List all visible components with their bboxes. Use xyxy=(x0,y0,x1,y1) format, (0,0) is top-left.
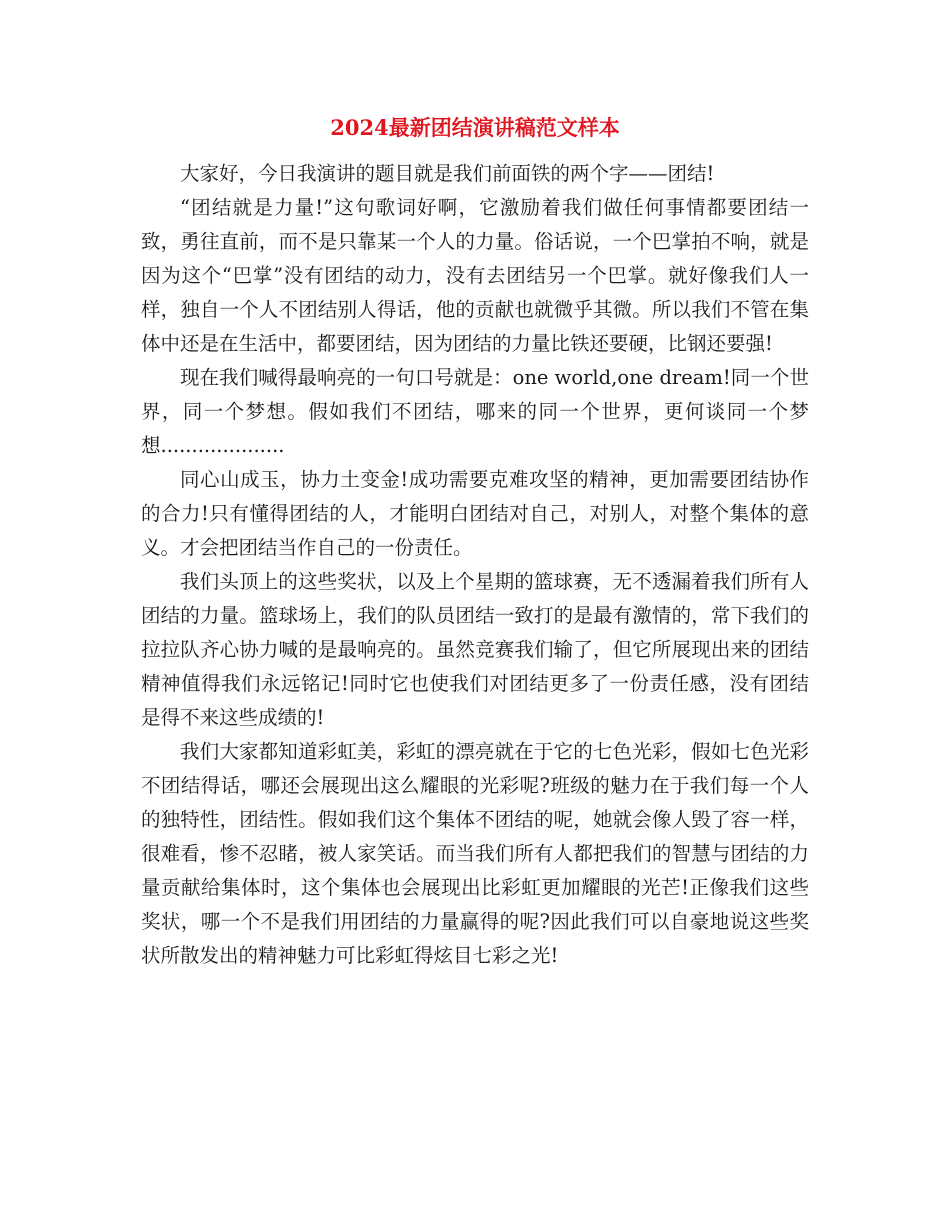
paragraph-3: 现在我们喊得最响亮的一句口号就是：one world,one dream!同一个世界，同一个梦想。假如我们不团结，哪来的同一个世界，更何谈同一个梦想.................... xyxy=(141,366,809,457)
paragraph-5: 我们头顶上的这些奖状，以及上个星期的篮球赛，无不透漏着我们所有人团结的力量。篮球场上，我们的队员团结一致打的是最有激情的，常下我们的拉拉队齐心协力喊的是最响亮的。虽然竞赛我们输了，但它所展现出来的团结精神值得我们永远铭记!同时它也使我们对团结更多了一份责任感，没有团结是得不来这些成绩的! xyxy=(141,570,809,729)
paragraph-4: 同心山成玉，协力土变金!成功需要克难攻坚的精神，更加需要团结协作的合力!只有懂得团结的人，才能明白团结对自己，对别人，对整个集体的意义。才会把团结当作自己的一份责任。 xyxy=(141,468,809,559)
paragraph-6: 我们大家都知道彩虹美，彩虹的漂亮就在于它的七色光彩，假如七色光彩不团结得话，哪还会展现出这么耀眼的光彩呢?班级的魅力在于我们每一个人的独特性，团结性。假如我们这个集体不团结的呢，她就会像人毁了容一样，很难看，惨不忍睹，被人家笑话。而当我们所有人都把我们的智慧与团结的力量贡献给集体时，这个集体也会展现出比彩虹更加耀眼的光芒!正像我们这些奖状，哪一个不是我们用团结的力量赢得的呢?因此我们可以自豪地说这些奖状所散发出的精神魅力可比彩虹得炫目七彩之光! xyxy=(141,740,809,967)
document-title: 2024最新团结演讲稿范文样本 xyxy=(330,115,620,140)
paragraph-2: “团结就是力量!”这句歌词好啊，它激励着我们做任何事情都要团结一致，勇往直前，而不是只靠某一个人的力量。俗话说，一个巴掌拍不响，就是因为这个“巴掌”没有团结的动力，没有去团结另一个巴掌。就好像我们人一样，独自一个人不团结别人得话，他的贡献也就微乎其微。所以我们不管在集体中还是在生活中，都要团结，因为团结的力量比铁还要硬，比钢还要强! xyxy=(141,196,809,355)
document-body xyxy=(141,157,809,973)
paragraph-1: 大家好，今日我演讲的题目就是我们前面铁的两个字——团结! xyxy=(180,162,715,185)
